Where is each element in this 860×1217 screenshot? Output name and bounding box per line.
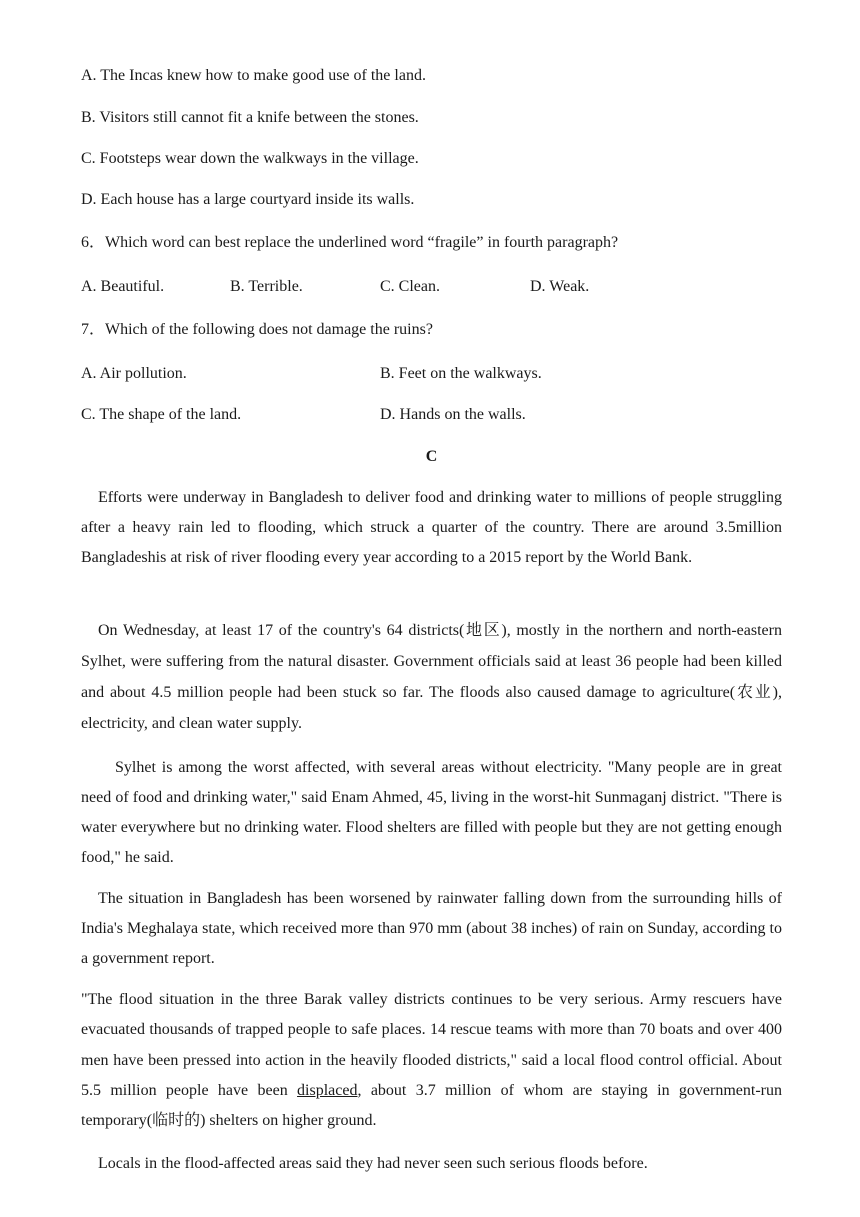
section-title: C (425, 448, 438, 465)
q7-question: 7．Which of the following does not damage the ruins? (81, 321, 433, 338)
passage-paragraph-6: Locals in the flood-affected areas said they had never seen such serious floods before. (98, 1155, 648, 1172)
q6-option-c: C. Clean. (380, 278, 440, 295)
passage-paragraph-3: Sylhet is among the worst affected, with several areas without electricity. "Many people are in great need of food and drinking water," said Enam Ahmed, 45, living in the worst-hit Sunmaganj district. "There is water everywhere but no drinking water. Flood shelters are filled with people but they are not getting enough food," he said. (81, 759, 782, 866)
passage-paragraph-2: On Wednesday, at least 17 of the country's 64 districts(地区), mostly in the northern and north-eastern Sylhet, were suffering from the natural disaster. Government officials said at least 36 people had been killed and about 4.5 million people had been stuck so far. The floods also caused damage to agriculture(农业), electricity, and clean water supply. (81, 622, 782, 732)
passage-paragraph-5 (81, 985, 782, 1136)
q7-option-a: A. Air pollution. (81, 365, 187, 382)
q6-options (81, 277, 782, 297)
q5-option-b: B. Visitors still cannot fit a knife between the stones. (81, 109, 419, 126)
passage-paragraph-1: Efforts were underway in Bangladesh to deliver food and drinking water to millions of people struggling after a heavy rain led to flooding, which struck a quarter of the country. There are around 3.5million Bangladeshis at risk of river flooding every year according to a 2015 report by the World Bank. (81, 489, 782, 566)
q7-option-c: C. The shape of the land. (81, 406, 242, 423)
q7-options-row1 (81, 364, 782, 384)
q6-option-d: D. Weak. (530, 278, 590, 295)
q5-option-a: A. The Incas knew how to make good use of the land. (81, 67, 426, 84)
q5-option-c: C. Footsteps wear down the walkways in the village. (81, 150, 419, 167)
q6-option-b: B. Terrible. (230, 278, 303, 295)
q6-option-a: A. Beautiful. (81, 278, 165, 295)
passage-paragraph-4: The situation in Bangladesh has been worsened by rainwater falling down from the surrounding hills of India's Meghalaya state, which received more than 970 mm (about 38 inches) of rain on Sunday, according to a government report. (81, 890, 782, 967)
underlined-word-displaced: displaced (297, 1081, 358, 1099)
q7-option-d: D. Hands on the walls. (380, 406, 526, 423)
q6-question: 6．Which word can best replace the underlined word “fragile” in fourth paragraph? (81, 234, 619, 251)
paragraph-5-text-start: "The flood situation in the three Barak valley districts continues to be very serious. Army rescuers have evacuated thousands of trapped people to safe places. 14 rescue teams with more than 70 boats and over 400 men have been pressed into action in the heavily flooded districts," said a local flood control official. About 5.5 million people have been (81, 991, 782, 1099)
q7-options-row2 (81, 405, 782, 425)
q7-option-b: B. Feet on the walkways. (380, 365, 542, 382)
paragraph-5-text-end: , about 3.7 million of whom are staying in government-run temporary(临时的) shelters on higher ground. (81, 1081, 783, 1130)
q5-option-d: D. Each house has a large courtyard inside its walls. (81, 191, 415, 208)
